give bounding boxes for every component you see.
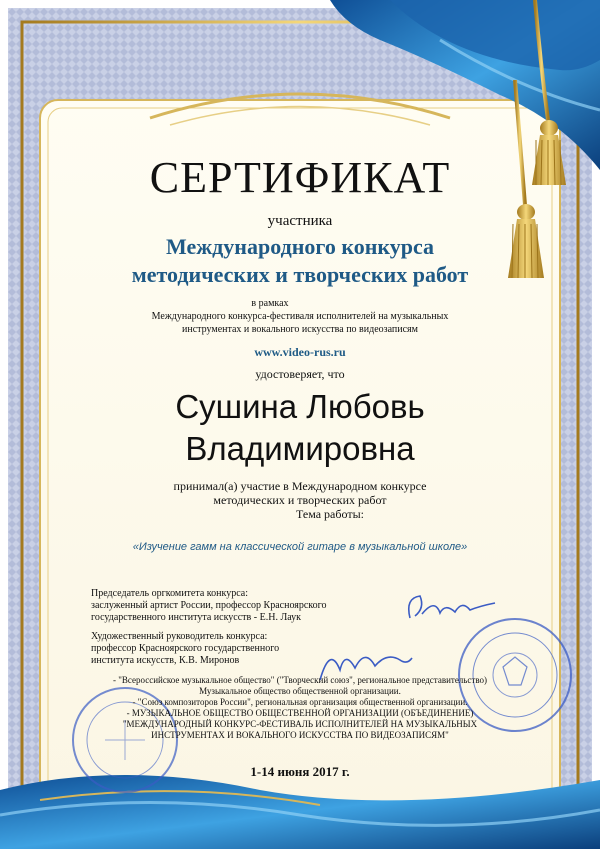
chairman-line2: заслуженный артист России, профессор Красноярского bbox=[91, 600, 327, 611]
org-line1: - "Всероссийское музыкальное общество" ("Творческий союз", региональное представительство) bbox=[112, 675, 488, 685]
recipient-name-line2: Владимировна bbox=[185, 430, 415, 467]
participation-line1: принимал(а) участие в Международном конкурсе bbox=[173, 479, 427, 493]
framework-line1: Международного конкурса-фестиваля исполнителей на музыкальных bbox=[151, 311, 449, 322]
recipient-name-line1: Сушина Любовь bbox=[175, 388, 425, 425]
org-line3: - "Союз композиторов России", региональная организация общественной организации. bbox=[132, 697, 468, 707]
chairman-line1: Председатель оргкомитета конкурса: bbox=[91, 588, 248, 599]
org-line6: ИНСТРУМЕНТАХ И ВОКАЛЬНОГО ИСКУССТВА ПО ВИДЕОЗАПИСЯМ" bbox=[151, 730, 449, 740]
contest-title bbox=[0, 233, 600, 289]
contest-title-line1: Международного конкурса bbox=[165, 234, 435, 259]
participant-label: участника bbox=[267, 213, 333, 229]
framework-block bbox=[0, 297, 600, 336]
participation-line2: методических и творческих работ bbox=[213, 493, 387, 507]
certificate-title: СЕРТИФИКАТ bbox=[149, 153, 451, 202]
org-line5: "МЕЖДУНАРОДНЫЙ КОНКУРС-ФЕСТИВАЛЬ ИСПОЛНИТЕЛЕЙ НА МУЗЫКАЛЬНЫХ bbox=[122, 719, 478, 729]
recipient-name bbox=[0, 386, 600, 470]
work-topic: «Изучение гамм на классической гитаре в музыкальной школе» bbox=[132, 541, 468, 553]
art-director-line2: профессор Красноярского государственного bbox=[91, 643, 280, 654]
chairman-block bbox=[91, 588, 411, 624]
framework-line2: инструментах и вокального искусства по видеозаписям bbox=[182, 324, 418, 335]
framework-label: в рамках bbox=[251, 298, 289, 309]
certifies-text: удостоверяет, что bbox=[255, 367, 345, 381]
certificate-date: 1-14 июня 2017 г. bbox=[250, 764, 350, 779]
contest-title-line2: методических и творческих работ bbox=[131, 262, 469, 287]
chairman-line3: государственного института искусств - Е.Н. Лаук bbox=[91, 612, 302, 623]
org-line4: - МУЗЫКАЛЬНОЕ ОБЩЕСТВО ОБЩЕСТВЕННОЙ ОРГАНИЗАЦИИ (ОБЪЕДИНЕНИЕ) bbox=[126, 708, 474, 718]
topic-label: Тема работы: bbox=[296, 507, 364, 521]
org-line2: Музыкальное общество общественной организации. bbox=[199, 686, 401, 696]
art-director-line1: Художественный руководитель конкурса: bbox=[91, 631, 268, 642]
website-link[interactable]: www.video-rus.ru bbox=[254, 345, 346, 359]
organizations-list bbox=[70, 675, 530, 741]
participation-text bbox=[0, 479, 600, 521]
art-director-line3: института искусств, К.В. Миронов bbox=[91, 655, 240, 666]
